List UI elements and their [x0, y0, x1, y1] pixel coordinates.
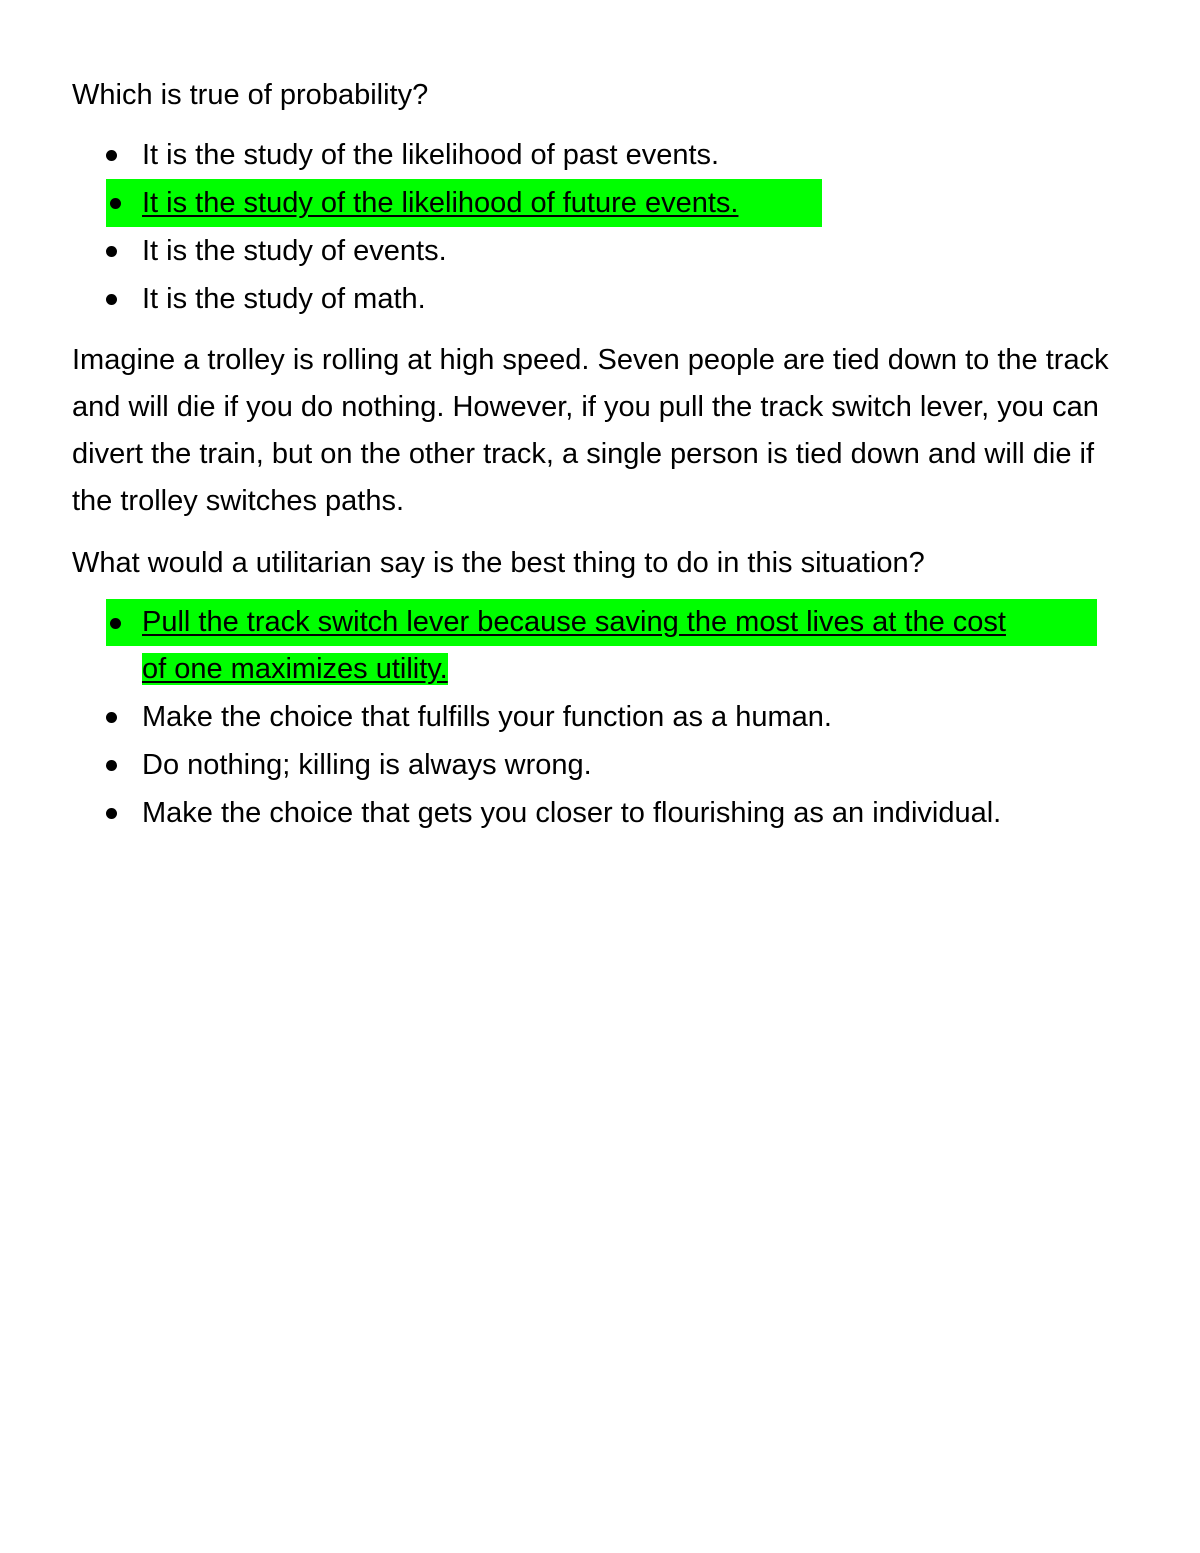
- option-text: Make the choice that fulfills your function as a human.: [142, 701, 832, 733]
- document-page: [72, 72, 1132, 837]
- bullet-icon: [106, 294, 117, 305]
- question-2-option-b: [72, 693, 1132, 741]
- question-2-prompt: What would a utilitarian say is the best thing to do in this situation?: [72, 547, 925, 579]
- option-text: It is the study of the likelihood of future events.: [142, 187, 739, 219]
- question-1-option-c: [72, 227, 1132, 275]
- question-1-option-b-highlighted: [106, 179, 822, 227]
- option-text: It is the study of math.: [142, 283, 426, 315]
- question-2-option-a-highlighted: [106, 599, 1132, 693]
- bullet-icon: [106, 712, 117, 723]
- option-text: Make the choice that gets you closer to flourishing as an individual.: [142, 797, 1002, 829]
- bullet-icon: [106, 760, 117, 771]
- question-1-prompt: Which is true of probability?: [72, 79, 429, 111]
- question-2-options: [72, 693, 1132, 837]
- question-2-option-d: [72, 789, 1132, 837]
- bullet-icon: [110, 198, 121, 209]
- question-1-option-a: [72, 131, 1132, 179]
- question-1-options: [72, 131, 1132, 323]
- bullet-icon: [110, 618, 121, 629]
- option-text: It is the study of the likelihood of past events.: [142, 139, 720, 171]
- question-2-option-c: [72, 741, 1132, 789]
- option-text: Do nothing; killing is always wrong.: [142, 749, 592, 781]
- bullet-icon: [106, 246, 117, 257]
- bullet-icon: [106, 808, 117, 819]
- option-text: It is the study of events.: [142, 235, 447, 267]
- bullet-icon: [106, 150, 117, 161]
- question-1-option-d: [72, 275, 1132, 323]
- highlighted-answer-line-1: Pull the track switch lever because saving the most lives at the cost: [106, 599, 1097, 646]
- trolley-scenario-paragraph: Imagine a trolley is rolling at high speed. Seven people are tied down to the track and will die if you do nothing. However, if you pull the track switch lever, you can divert the train, but on the other track, a single person is tied down and will die if the trolley switches paths.: [72, 344, 1109, 517]
- highlighted-answer-line-2: of one maximizes utility.: [142, 653, 448, 685]
